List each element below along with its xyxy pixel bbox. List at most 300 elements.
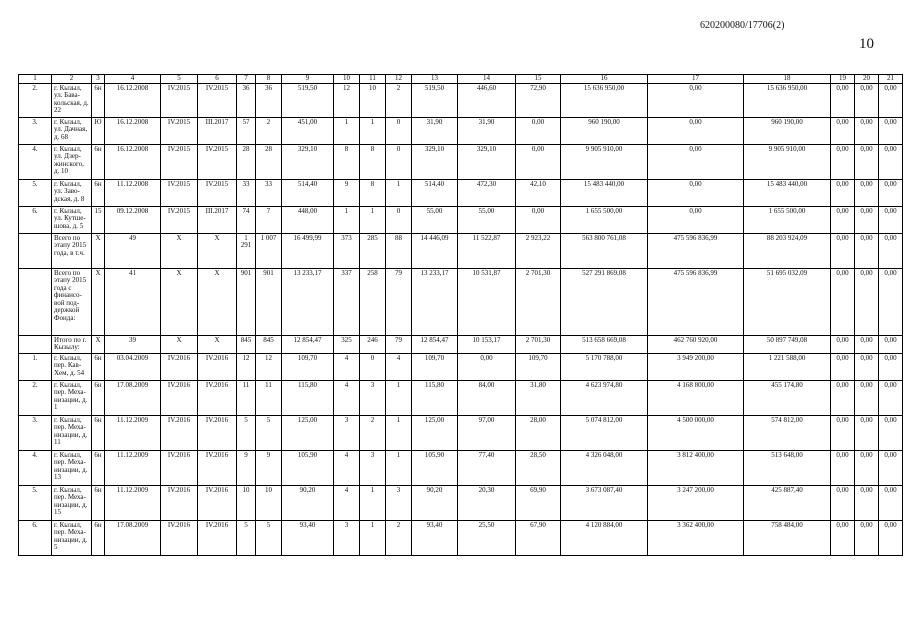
table-cell: 4	[334, 450, 360, 485]
table-cell: 527 291 869,08	[561, 268, 648, 335]
table-cell: г. Кызыл, ул. Дачная, д. 68	[52, 117, 92, 144]
table-cell: 845	[256, 335, 282, 353]
table-cell: 72,90	[516, 83, 561, 117]
table-cell: 960 190,00	[744, 117, 831, 144]
table-cell: 0,00	[831, 144, 855, 179]
table-cell: 329,10	[412, 144, 458, 179]
table-cell: 77,40	[458, 450, 516, 485]
table-cell	[19, 268, 52, 335]
table-cell: X	[198, 335, 237, 353]
table-cell: Всего по этапу 2015 года, в т.ч.	[52, 233, 92, 268]
table-cell: 1	[386, 380, 412, 415]
table-cell: 11	[256, 380, 282, 415]
table-row	[19, 335, 903, 353]
table-cell: 1 221 588,00	[744, 353, 831, 380]
table-cell: 455 174,80	[744, 380, 831, 415]
table-cell: 88 203 924,09	[744, 233, 831, 268]
table-cell: 3 247 200,00	[648, 485, 744, 520]
table-body	[19, 75, 903, 556]
table-cell: 0	[386, 206, 412, 233]
table-cell: 28,00	[516, 415, 561, 450]
table-cell: 901	[237, 268, 256, 335]
table-cell: 4	[386, 353, 412, 380]
table-cell: 0,00	[855, 233, 879, 268]
table-cell: 33	[237, 179, 256, 206]
table-cell: 3	[334, 415, 360, 450]
table-cell: 11 522,87	[458, 233, 516, 268]
table-cell: 425 887,40	[744, 485, 831, 520]
table-cell	[19, 233, 52, 268]
table-cell: 16.12.2008	[105, 144, 161, 179]
table-cell: 0,00	[879, 485, 903, 520]
table-cell: 11.12.2009	[105, 485, 161, 520]
table-cell: 1	[360, 206, 386, 233]
header-cell: 6	[198, 75, 237, 84]
table-cell: 109,70	[282, 353, 334, 380]
table-cell: X	[161, 335, 198, 353]
table-cell: 451,00	[282, 117, 334, 144]
table-cell: 1	[360, 520, 386, 555]
header-cell: 18	[744, 75, 831, 84]
table-cell: 12 854,47	[282, 335, 334, 353]
table-cell: 0,00	[879, 206, 903, 233]
table-cell: 2	[360, 415, 386, 450]
header-cell: 9	[282, 75, 334, 84]
table-row	[19, 83, 903, 117]
table-cell: 285	[360, 233, 386, 268]
table-cell: 0,00	[855, 415, 879, 450]
table-cell: 0,00	[831, 268, 855, 335]
table-cell: 50 897 749,08	[744, 335, 831, 353]
header-cell: 16	[561, 75, 648, 84]
table-row	[19, 179, 903, 206]
table-cell: 1 007	[256, 233, 282, 268]
table-cell: 329,10	[282, 144, 334, 179]
table-cell: г. Кызыл, ул. Заво-дская, д. 8	[52, 179, 92, 206]
table-cell: 10	[256, 485, 282, 520]
table-cell: 69,90	[516, 485, 561, 520]
table-cell: 513 648,00	[744, 450, 831, 485]
table-cell: 0,00	[879, 179, 903, 206]
table-cell: 1	[386, 415, 412, 450]
table-cell: 12	[256, 353, 282, 380]
table-cell: 0,00	[879, 83, 903, 117]
table-cell: IV.2016	[161, 415, 198, 450]
table-cell: Всего по этапу 2015 года с финансо-вой под-держкой Фонда:	[52, 268, 92, 335]
header-cell: 8	[256, 75, 282, 84]
table-cell: IV.2016	[161, 520, 198, 555]
table-cell: IV.2016	[198, 520, 237, 555]
table-cell: 4.	[19, 450, 52, 485]
table-cell: 329,10	[458, 144, 516, 179]
table-cell: IV.2015	[161, 179, 198, 206]
table-cell: 0,00	[831, 520, 855, 555]
table-cell: 0,00	[831, 415, 855, 450]
table-row	[19, 520, 903, 555]
table-cell: 93,40	[412, 520, 458, 555]
table-cell: 49	[105, 233, 161, 268]
table-cell: Итого по г. Кызылу:	[52, 335, 92, 353]
table-cell: 5 170 788,00	[561, 353, 648, 380]
table-cell: 12	[237, 353, 256, 380]
table-cell: 115,80	[412, 380, 458, 415]
table-cell: 4 500 000,00	[648, 415, 744, 450]
table-cell: 325	[334, 335, 360, 353]
table-cell: 1 291	[237, 233, 256, 268]
table-cell: 1	[334, 206, 360, 233]
table-cell: 0,00	[855, 335, 879, 353]
table-cell: 3.	[19, 117, 52, 144]
table-cell: X	[92, 268, 105, 335]
table-cell: 125,00	[412, 415, 458, 450]
table-cell: 0,00	[831, 233, 855, 268]
table-cell: 10	[237, 485, 256, 520]
table-cell: 0	[386, 144, 412, 179]
table-cell: 20,30	[458, 485, 516, 520]
table-cell: 10 531,87	[458, 268, 516, 335]
table-cell: 105,90	[282, 450, 334, 485]
table-cell: 1	[360, 485, 386, 520]
table-cell: 28	[256, 144, 282, 179]
table-cell: 0,00	[879, 450, 903, 485]
table-cell: 0,00	[648, 117, 744, 144]
table-cell: 36	[237, 83, 256, 117]
table-cell: 0,00	[879, 520, 903, 555]
table-cell: IV.2016	[161, 485, 198, 520]
table-cell: 901	[256, 268, 282, 335]
table-row	[19, 353, 903, 380]
table-cell: 4 326 048,00	[561, 450, 648, 485]
table-cell: 5	[237, 520, 256, 555]
table-row	[19, 206, 903, 233]
table-cell: 33	[256, 179, 282, 206]
table-cell: 513 658 669,08	[561, 335, 648, 353]
table-cell: 845	[237, 335, 256, 353]
table-cell: 9	[334, 179, 360, 206]
table-cell: 0,00	[648, 179, 744, 206]
table-cell: 55,00	[458, 206, 516, 233]
table-cell: 0,00	[879, 415, 903, 450]
table-cell: X	[198, 268, 237, 335]
table-cell: Ю	[92, 117, 105, 144]
table-cell: 90,20	[412, 485, 458, 520]
table-cell: 0,00	[831, 335, 855, 353]
table-cell: 0,00	[458, 353, 516, 380]
table-cell: 6н	[92, 353, 105, 380]
table-cell: IV.2016	[198, 353, 237, 380]
table-cell: г. Кызыл, пер. Меха-низации, д. 5	[52, 520, 92, 555]
table-cell: 337	[334, 268, 360, 335]
table-cell: 5	[256, 415, 282, 450]
table-row	[19, 485, 903, 520]
table-cell: 2.	[19, 83, 52, 117]
header-cell: 7	[237, 75, 256, 84]
table-cell: 25,50	[458, 520, 516, 555]
table-cell: 246	[360, 335, 386, 353]
table-cell: 0,00	[855, 450, 879, 485]
table-cell: 2	[386, 83, 412, 117]
table-cell: 0,00	[648, 206, 744, 233]
table-cell: 0,00	[516, 144, 561, 179]
table-cell: 0,00	[855, 83, 879, 117]
table-cell: 0,00	[855, 485, 879, 520]
table-cell: 10	[360, 83, 386, 117]
table-cell: 10 153,17	[458, 335, 516, 353]
table-row	[19, 233, 903, 268]
header-cell: 13	[412, 75, 458, 84]
table-cell: 9 905 910,00	[561, 144, 648, 179]
table-cell: 8	[360, 179, 386, 206]
table-cell: 0,00	[879, 353, 903, 380]
table-row	[19, 117, 903, 144]
table-cell: 31,90	[458, 117, 516, 144]
table-cell: 4	[334, 353, 360, 380]
table-cell: 97,00	[458, 415, 516, 450]
table-cell: 0,00	[879, 144, 903, 179]
table-cell: 9	[256, 450, 282, 485]
table-cell: 3	[360, 450, 386, 485]
table-cell: IV.2016	[198, 485, 237, 520]
header-cell: 5	[161, 75, 198, 84]
document-code: 620200080/17706(2)	[700, 20, 785, 31]
table-cell: 1.	[19, 353, 52, 380]
table-cell: 109,70	[412, 353, 458, 380]
table-cell: 115,80	[282, 380, 334, 415]
table-cell: 03.04.2009	[105, 353, 161, 380]
table-cell: IV.2016	[198, 415, 237, 450]
header-cell: 17	[648, 75, 744, 84]
table-cell: 0,00	[879, 117, 903, 144]
table-cell: 472,30	[458, 179, 516, 206]
table-cell: 4 623 974,80	[561, 380, 648, 415]
table-cell: 0,00	[831, 353, 855, 380]
table-cell: 3	[334, 520, 360, 555]
table-cell: 12	[334, 83, 360, 117]
table-cell: 105,90	[412, 450, 458, 485]
table-cell: 0,00	[516, 117, 561, 144]
table-cell: г. Кызыл, ул. Бава-кольская, д. 22	[52, 83, 92, 117]
table-cell: 5 074 812,00	[561, 415, 648, 450]
table-cell: 0,00	[855, 206, 879, 233]
table-cell: 462 760 920,00	[648, 335, 744, 353]
table-cell: IV.2016	[198, 380, 237, 415]
table-cell: 3 362 400,00	[648, 520, 744, 555]
table-cell: 519,50	[282, 83, 334, 117]
table-cell: 79	[386, 268, 412, 335]
table-cell: 373	[334, 233, 360, 268]
table-cell: X	[198, 233, 237, 268]
table-cell: 12 854,47	[412, 335, 458, 353]
table-cell: 6н	[92, 144, 105, 179]
table-cell: 1	[386, 179, 412, 206]
table-cell: 8	[360, 144, 386, 179]
table-cell: 13 233,17	[412, 268, 458, 335]
table-cell: 0,00	[648, 83, 744, 117]
table-cell: 36	[256, 83, 282, 117]
table-cell: 5	[256, 520, 282, 555]
table-cell: 9 905 910,00	[744, 144, 831, 179]
header-cell: 11	[360, 75, 386, 84]
table-cell: 0,00	[879, 380, 903, 415]
table-cell: 475 596 836,99	[648, 268, 744, 335]
table-cell: 6.	[19, 206, 52, 233]
table-cell: 514,40	[412, 179, 458, 206]
table-cell: 6.	[19, 520, 52, 555]
table-cell: 0	[360, 353, 386, 380]
table-cell: 39	[105, 335, 161, 353]
table-cell: 574 812,00	[744, 415, 831, 450]
header-cell: 14	[458, 75, 516, 84]
table-cell: 125,00	[282, 415, 334, 450]
table-cell: 79	[386, 335, 412, 353]
table-cell: г. Кызыл, пер. Меха-низации, д. 15	[52, 485, 92, 520]
table-cell: 0,00	[855, 380, 879, 415]
table-cell: 2 923,22	[516, 233, 561, 268]
table-cell: 0,00	[855, 179, 879, 206]
table-row	[19, 415, 903, 450]
table-cell: IV.2015	[198, 179, 237, 206]
table-cell: 0,00	[879, 335, 903, 353]
table-cell: 15	[92, 206, 105, 233]
table-cell: 0,00	[855, 268, 879, 335]
table-cell: г. Кызыл, пер. Меха-низации, д. 1	[52, 380, 92, 415]
table-cell: 8	[334, 144, 360, 179]
table-cell: 2	[256, 117, 282, 144]
table-cell: IV.2015	[161, 83, 198, 117]
table-cell: 17.08.2009	[105, 520, 161, 555]
table-cell: 3.	[19, 415, 52, 450]
table-cell: 3	[360, 380, 386, 415]
table-cell: 31,90	[412, 117, 458, 144]
table-cell: 88	[386, 233, 412, 268]
table-cell: 9	[237, 450, 256, 485]
table-cell: 2 701,30	[516, 335, 561, 353]
table-cell: 15 636 950,00	[744, 83, 831, 117]
table-cell: 519,50	[412, 83, 458, 117]
table-cell: 258	[360, 268, 386, 335]
table-cell: 31,80	[516, 380, 561, 415]
table-cell: 0,00	[648, 144, 744, 179]
data-table	[18, 74, 903, 556]
table-row	[19, 380, 903, 415]
table-cell: 2	[386, 520, 412, 555]
table-cell: IV.2015	[161, 117, 198, 144]
table-cell: 3 949 200,00	[648, 353, 744, 380]
header-cell: 12	[386, 75, 412, 84]
table-cell: 6н	[92, 179, 105, 206]
table-cell: IV.2015	[161, 206, 198, 233]
table-cell: IV.2016	[161, 353, 198, 380]
header-cell: 19	[831, 75, 855, 84]
table-cell: 11.12.2009	[105, 415, 161, 450]
table-cell: г. Кызыл, пер. Меха-низации, д. 13	[52, 450, 92, 485]
table-cell: 0,00	[855, 353, 879, 380]
header-cell: 2	[52, 75, 92, 84]
table-cell: 448,00	[282, 206, 334, 233]
table-cell: 4 120 884,00	[561, 520, 648, 555]
table-row	[19, 144, 903, 179]
table-cell: X	[92, 335, 105, 353]
table-cell: 0,00	[831, 380, 855, 415]
table-cell: 15 483 440,00	[744, 179, 831, 206]
table-cell: 15 636 950,00	[561, 83, 648, 117]
table-cell: IV.2016	[198, 450, 237, 485]
table-cell: 5.	[19, 179, 52, 206]
table-row	[19, 450, 903, 485]
table-cell: 1	[360, 117, 386, 144]
table-cell: 1 655 500,00	[561, 206, 648, 233]
table-cell: 563 800 761,08	[561, 233, 648, 268]
table-cell: 4 168 800,00	[648, 380, 744, 415]
header-cell: 20	[855, 75, 879, 84]
header-cell: 21	[879, 75, 903, 84]
header-cell: 4	[105, 75, 161, 84]
table-cell: 6н	[92, 520, 105, 555]
table-cell: г. Кызыл, ул. Дзер-жинского, д. 10	[52, 144, 92, 179]
table-cell: 51 695 032,09	[744, 268, 831, 335]
table-cell: 28,50	[516, 450, 561, 485]
table-cell: 6н	[92, 450, 105, 485]
table-cell: 16.12.2008	[105, 117, 161, 144]
table-cell: 109,70	[516, 353, 561, 380]
table-cell: III.2017	[198, 117, 237, 144]
table-cell: 14 446,09	[412, 233, 458, 268]
table-cell: IV.2015	[198, 144, 237, 179]
header-cell: 3	[92, 75, 105, 84]
table-cell: 90,20	[282, 485, 334, 520]
table-cell: 1 655 500,00	[744, 206, 831, 233]
table-cell: 09.12.2008	[105, 206, 161, 233]
table-cell: 446,60	[458, 83, 516, 117]
table-cell: 16 499,99	[282, 233, 334, 268]
table-cell: 0,00	[831, 450, 855, 485]
table-cell: IV.2015	[198, 83, 237, 117]
table-cell: 6н	[92, 485, 105, 520]
table-cell: 0,00	[831, 206, 855, 233]
header-cell: 15	[516, 75, 561, 84]
table-cell: 57	[237, 117, 256, 144]
table-cell: 6н	[92, 83, 105, 117]
table-cell: 5	[237, 415, 256, 450]
table-cell: 84,00	[458, 380, 516, 415]
table-cell: 17.08.2009	[105, 380, 161, 415]
table-cell: 2.	[19, 380, 52, 415]
header-cell: 1	[19, 75, 52, 84]
table-cell: 0,00	[879, 268, 903, 335]
table-cell: 3	[386, 485, 412, 520]
table-cell: 758 484,00	[744, 520, 831, 555]
table-cell: 0,00	[831, 179, 855, 206]
table-cell: 11	[237, 380, 256, 415]
table-cell: 13 233,17	[282, 268, 334, 335]
table-cell: X	[161, 233, 198, 268]
table-cell: 11.12.2009	[105, 450, 161, 485]
table-cell: 67,90	[516, 520, 561, 555]
table-cell: 2 701,30	[516, 268, 561, 335]
table-cell: 960 190,00	[561, 117, 648, 144]
table-cell: 1	[334, 117, 360, 144]
table-cell: 0,00	[879, 233, 903, 268]
table-cell: 4	[334, 380, 360, 415]
table-cell: 1	[386, 450, 412, 485]
table-cell: 0,00	[855, 144, 879, 179]
table-cell: 0,00	[831, 117, 855, 144]
table-cell: 42,10	[516, 179, 561, 206]
table-cell: 55,00	[412, 206, 458, 233]
table-cell: 6н	[92, 380, 105, 415]
table-row	[19, 268, 903, 335]
table-cell: X	[92, 233, 105, 268]
